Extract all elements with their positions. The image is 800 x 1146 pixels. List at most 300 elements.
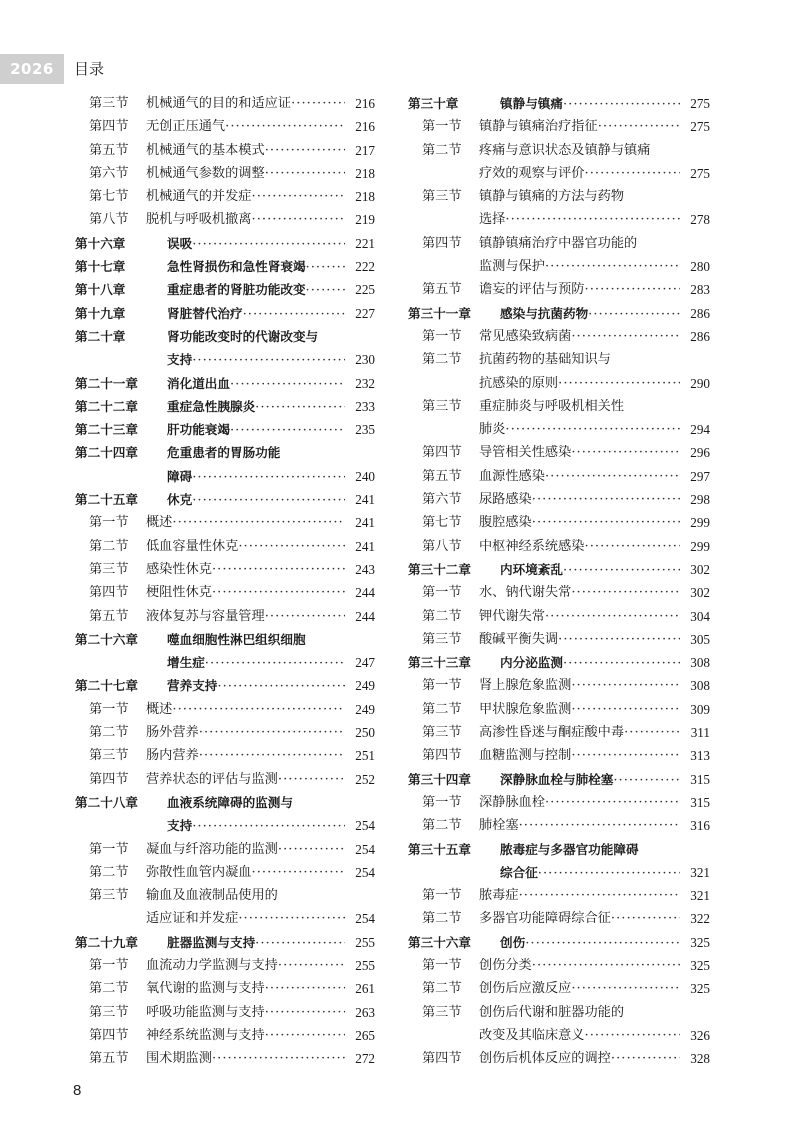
toc-entry-number: 第一节 bbox=[422, 119, 462, 135]
toc-entry-title: 脏器监测与支持 bbox=[167, 934, 256, 950]
toc-entry-number: 第十九章 bbox=[75, 305, 126, 321]
toc-section-entry[interactable] bbox=[408, 511, 710, 534]
toc-entry-page: 216 bbox=[355, 119, 375, 135]
toc-entry-title: 血流动力学监测与支持 bbox=[146, 957, 278, 973]
toc-entry-title-wrap bbox=[479, 884, 680, 907]
toc-section-entry[interactable] bbox=[408, 255, 710, 278]
toc-chapter-entry[interactable] bbox=[408, 838, 710, 861]
toc-entry-title: 感染性休克 bbox=[146, 561, 212, 577]
toc-chapter-entry[interactable] bbox=[75, 278, 375, 301]
toc-entry-page: 328 bbox=[690, 1051, 710, 1067]
toc-entry-number: 第四节 bbox=[89, 1027, 129, 1043]
toc-entry-title-wrap bbox=[146, 581, 345, 604]
toc-entry-title: 机械通气的并发症 bbox=[146, 189, 252, 205]
toc-entry-page: 247 bbox=[355, 655, 375, 671]
toc-entry-title-wrap bbox=[479, 954, 680, 977]
toc-entry-number: 第三十三章 bbox=[408, 655, 471, 671]
toc-entry-title: 内环境紊乱 bbox=[500, 561, 563, 577]
toc-section-entry[interactable] bbox=[408, 744, 710, 767]
toc-section-entry[interactable] bbox=[75, 954, 375, 977]
toc-entry-title: 创伤后代谢和脏器功能的 bbox=[479, 1004, 625, 1020]
toc-entry-number: 第一节 bbox=[422, 794, 462, 810]
toc-entry-page: 272 bbox=[355, 1051, 375, 1067]
toc-section-entry[interactable] bbox=[408, 139, 710, 162]
toc-entry-title-wrap bbox=[500, 302, 680, 325]
toc-section-entry[interactable] bbox=[408, 1001, 710, 1024]
toc-chapter-entry[interactable] bbox=[75, 395, 375, 418]
toc-entry-title-wrap bbox=[500, 861, 680, 884]
toc-entry-title-wrap bbox=[479, 185, 680, 208]
toc-entry-title-wrap bbox=[479, 977, 680, 1000]
toc-section-entry[interactable] bbox=[408, 977, 710, 1000]
toc-entry-title-wrap bbox=[479, 1047, 680, 1070]
toc-section-entry[interactable] bbox=[75, 511, 375, 534]
toc-entry-title: 血液系统障碍的监测与 bbox=[167, 794, 293, 810]
toc-chapter-entry[interactable] bbox=[408, 92, 710, 115]
toc-entry-number: 第七节 bbox=[422, 515, 462, 531]
toc-chapter-entry[interactable] bbox=[75, 325, 375, 348]
toc-entry-title-wrap bbox=[146, 744, 345, 767]
toc-entry-number: 第十七章 bbox=[75, 259, 126, 275]
toc-entry-page: 222 bbox=[355, 259, 375, 275]
toc-section-entry[interactable] bbox=[408, 372, 710, 395]
toc-entry-page: 275 bbox=[690, 165, 710, 181]
toc-section-entry[interactable] bbox=[408, 185, 710, 208]
toc-entry-number: 第二节 bbox=[422, 981, 462, 997]
toc-entry-page: 325 bbox=[690, 957, 710, 973]
toc-chapter-entry[interactable] bbox=[75, 372, 375, 395]
toc-entry-title: 机械通气参数的调整 bbox=[146, 165, 265, 181]
toc-entry-title: 常见感染致病菌 bbox=[479, 328, 572, 344]
toc-entry-title: 抗感染的原则 bbox=[479, 375, 559, 391]
toc-entry-number: 第三节 bbox=[422, 398, 462, 414]
toc-entry-title: 支持 bbox=[167, 352, 193, 368]
toc-chapter-entry[interactable] bbox=[408, 861, 710, 884]
toc-entry-title: 噬血细胞性淋巴组织细胞 bbox=[167, 631, 306, 647]
toc-entry-number: 第二节 bbox=[422, 701, 462, 717]
toc-entry-page: 235 bbox=[355, 422, 375, 438]
toc-entry-title: 神经系统监测与支持 bbox=[146, 1027, 265, 1043]
toc-chapter-entry[interactable] bbox=[408, 302, 710, 325]
toc-entry-title-wrap bbox=[146, 115, 345, 138]
toc-entry-page: 217 bbox=[355, 142, 375, 158]
toc-entry-title: 钾代谢失常 bbox=[479, 608, 545, 624]
toc-section-entry[interactable] bbox=[408, 954, 710, 977]
toc-entry-title: 肠内营养 bbox=[146, 748, 199, 764]
toc-entry-title: 高渗性昏迷与酮症酸中毒 bbox=[479, 725, 625, 741]
toc-section-entry[interactable] bbox=[408, 674, 710, 697]
toc-section-entry[interactable] bbox=[75, 698, 375, 721]
toc-entry-title: 疼痛与意识状态及镇静与镇痛 bbox=[479, 142, 651, 158]
toc-entry-title: 深静脉血栓 bbox=[479, 794, 545, 810]
toc-section-entry[interactable] bbox=[408, 884, 710, 907]
toc-entry-title: 改变及其临床意义 bbox=[479, 1027, 585, 1043]
toc-section-entry[interactable] bbox=[75, 162, 375, 185]
toc-section-entry[interactable] bbox=[408, 488, 710, 511]
toc-entry-title: 低血容量性休克 bbox=[146, 538, 239, 554]
toc-entry-title: 水、钠代谢失常 bbox=[479, 585, 572, 601]
toc-entry-title-wrap bbox=[146, 838, 345, 861]
toc-section-entry[interactable] bbox=[408, 1024, 710, 1047]
toc-entry-title: 甲状腺危象监测 bbox=[479, 701, 572, 717]
toc-entry-page: 286 bbox=[690, 305, 710, 321]
toc-entry-title: 休克 bbox=[167, 492, 193, 508]
toc-section-entry[interactable] bbox=[75, 744, 375, 767]
toc-entry-title: 肠外营养 bbox=[146, 725, 199, 741]
toc-section-entry[interactable] bbox=[408, 791, 710, 814]
toc-section-entry[interactable] bbox=[75, 1024, 375, 1047]
toc-chapter-entry[interactable] bbox=[75, 651, 375, 674]
toc-entry-title-wrap bbox=[167, 931, 345, 954]
toc-section-entry[interactable] bbox=[408, 115, 710, 138]
toc-entry-title-wrap bbox=[167, 395, 345, 418]
toc-entry-title-wrap bbox=[500, 838, 680, 861]
toc-entry-page: 304 bbox=[690, 608, 710, 624]
toc-entry-title: 创伤后应激反应 bbox=[479, 981, 572, 997]
toc-entry-number: 第四节 bbox=[89, 119, 129, 135]
toc-entry-number: 第二节 bbox=[89, 864, 129, 880]
toc-entry-page: 280 bbox=[690, 259, 710, 275]
toc-entry-title-wrap bbox=[479, 418, 680, 441]
toc-entry-title: 机械通气的基本模式 bbox=[146, 142, 265, 158]
toc-entry-page: 254 bbox=[355, 911, 375, 927]
toc-entry-number: 第三节 bbox=[422, 189, 462, 205]
toc-entry-page: 254 bbox=[355, 841, 375, 857]
toc-entry-title-wrap bbox=[479, 511, 680, 534]
toc-entry-number: 第三十二章 bbox=[408, 561, 471, 577]
toc-entry-title-wrap bbox=[479, 907, 680, 930]
toc-chapter-entry[interactable] bbox=[75, 302, 375, 325]
toc-entry-page: 321 bbox=[690, 888, 710, 904]
toc-entry-title-wrap bbox=[479, 698, 680, 721]
toc-entry-title-wrap bbox=[479, 605, 680, 628]
toc-chapter-entry[interactable] bbox=[75, 628, 375, 651]
toc-entry-title-wrap bbox=[167, 232, 345, 255]
toc-entry-number: 第三节 bbox=[422, 725, 462, 741]
toc-entry-title-wrap bbox=[479, 791, 680, 814]
toc-section-entry[interactable] bbox=[75, 838, 375, 861]
toc-chapter-entry[interactable] bbox=[75, 931, 375, 954]
toc-section-entry[interactable] bbox=[408, 1047, 710, 1070]
toc-entry-title-wrap bbox=[479, 372, 680, 395]
toc-section-entry[interactable] bbox=[408, 278, 710, 301]
toc-entry-title: 障碍 bbox=[167, 468, 193, 484]
toc-entry-page: 325 bbox=[690, 981, 710, 997]
toc-entry-title-wrap bbox=[146, 162, 345, 185]
toc-entry-number: 第二节 bbox=[422, 608, 462, 624]
toc-entry-number: 第一节 bbox=[422, 585, 462, 601]
toc-entry-title: 消化道出血 bbox=[167, 375, 230, 391]
toc-entry-number: 第二十二章 bbox=[75, 398, 138, 414]
toc-entry-title-wrap bbox=[479, 628, 680, 651]
toc-entry-title-wrap bbox=[479, 465, 680, 488]
toc-chapter-entry[interactable] bbox=[75, 255, 375, 278]
toc-section-entry[interactable] bbox=[408, 721, 710, 744]
toc-chapter-entry[interactable] bbox=[75, 814, 375, 837]
toc-entry-title: 选择 bbox=[479, 212, 506, 228]
toc-entry-title: 脓毒症 bbox=[479, 888, 519, 904]
toc-chapter-entry[interactable] bbox=[75, 791, 375, 814]
toc-entry-title-wrap bbox=[167, 325, 345, 348]
toc-entry-title-wrap bbox=[146, 1024, 345, 1047]
toc-entry-page: 315 bbox=[690, 794, 710, 810]
toc-entry-page: 294 bbox=[690, 422, 710, 438]
toc-section-entry[interactable] bbox=[75, 1001, 375, 1024]
toc-section-entry[interactable] bbox=[408, 232, 710, 255]
toc-section-entry[interactable] bbox=[75, 581, 375, 604]
toc-entry-number: 第二十九章 bbox=[75, 934, 138, 950]
toc-entry-page: 232 bbox=[355, 375, 375, 391]
toc-entry-page: 255 bbox=[355, 957, 375, 973]
toc-section-entry[interactable] bbox=[75, 861, 375, 884]
toc-entry-page: 252 bbox=[355, 771, 375, 787]
toc-entry-title: 输血及血液制品使用的 bbox=[146, 888, 278, 904]
toc-entry-title: 呼吸功能监测与支持 bbox=[146, 1004, 265, 1020]
toc-entry-page: 275 bbox=[690, 119, 710, 135]
toc-entry-number: 第三节 bbox=[89, 1004, 129, 1020]
toc-entry-title-wrap bbox=[167, 651, 345, 674]
toc-section-entry[interactable] bbox=[75, 907, 375, 930]
toc-entry-page: 305 bbox=[690, 631, 710, 647]
toc-entry-title: 脱机与呼吸机撤离 bbox=[146, 212, 252, 228]
toc-entry-page: 322 bbox=[690, 911, 710, 927]
toc-entry-title: 综合征 bbox=[500, 864, 538, 880]
year-badge: 2026 bbox=[0, 54, 64, 84]
toc-entry-title: 机械通气的目的和适应证 bbox=[146, 96, 292, 111]
toc-entry-title-wrap bbox=[167, 348, 345, 371]
toc-section-entry[interactable] bbox=[408, 581, 710, 604]
toc-entry-title-wrap bbox=[146, 139, 345, 162]
toc-section-entry[interactable] bbox=[408, 605, 710, 628]
toc-entry-title: 误吸 bbox=[167, 235, 193, 251]
toc-entry-page: 251 bbox=[355, 748, 375, 764]
toc-entry-number: 第五节 bbox=[89, 608, 129, 624]
toc-entry-title-wrap bbox=[479, 162, 680, 185]
toc-entry-page: 309 bbox=[690, 701, 710, 717]
toc-section-entry[interactable] bbox=[408, 418, 710, 441]
toc-entry-title: 镇静与镇痛的方法与药物 bbox=[479, 189, 625, 205]
toc-entry-title-wrap bbox=[167, 465, 345, 488]
toc-section-entry[interactable] bbox=[408, 698, 710, 721]
toc-entry-title-wrap bbox=[479, 255, 680, 278]
toc-entry-title: 凝血与纤溶功能的监测 bbox=[146, 841, 278, 857]
toc-section-entry[interactable] bbox=[75, 721, 375, 744]
toc-section-entry[interactable] bbox=[408, 628, 710, 651]
toc-entry-number: 第二十八章 bbox=[75, 794, 138, 810]
toc-entry-title-wrap bbox=[167, 791, 345, 814]
toc-entry-title-wrap bbox=[167, 302, 345, 325]
toc-entry-number: 第一节 bbox=[422, 957, 462, 973]
toc-entry-number: 第三节 bbox=[89, 561, 129, 577]
toc-section-entry[interactable] bbox=[408, 814, 710, 837]
toc-entry-page: 241 bbox=[355, 515, 375, 531]
toc-entry-title-wrap bbox=[479, 744, 680, 767]
toc-entry-title-wrap bbox=[479, 325, 680, 348]
toc-entry-page: 244 bbox=[355, 608, 375, 624]
toc-entry-page: 254 bbox=[355, 864, 375, 880]
toc-entry-page: 298 bbox=[690, 492, 710, 508]
toc-entry-title: 围术期监测 bbox=[146, 1051, 212, 1067]
toc-section-entry[interactable] bbox=[75, 558, 375, 581]
toc-entry-page: 302 bbox=[690, 585, 710, 601]
toc-entry-number: 第三节 bbox=[422, 631, 462, 647]
toc-chapter-entry[interactable] bbox=[75, 348, 375, 371]
toc-chapter-entry[interactable] bbox=[75, 465, 375, 488]
toc-entry-number: 第二节 bbox=[422, 911, 462, 927]
toc-entry-page: 308 bbox=[690, 678, 710, 694]
toc-section-entry[interactable] bbox=[75, 185, 375, 208]
toc-entry-title: 腹腔感染 bbox=[479, 515, 532, 531]
toc-entry-number: 第三十六章 bbox=[408, 934, 471, 950]
toc-entry-page: 225 bbox=[355, 282, 375, 298]
toc-chapter-entry[interactable] bbox=[75, 441, 375, 464]
toc-section-entry[interactable] bbox=[75, 139, 375, 162]
toc-chapter-entry[interactable] bbox=[75, 674, 375, 697]
toc-entry-title-wrap bbox=[146, 208, 345, 231]
toc-entry-title: 多器官功能障碍综合征 bbox=[479, 911, 611, 927]
toc-entry-number: 第三节 bbox=[89, 888, 129, 904]
toc-entry-title-wrap bbox=[146, 1001, 345, 1024]
toc-section-entry[interactable] bbox=[408, 208, 710, 231]
toc-entry-title-wrap bbox=[146, 535, 345, 558]
toc-entry-title: 营养支持 bbox=[167, 678, 218, 694]
toc-entry-number: 第二节 bbox=[422, 352, 462, 368]
toc-section-entry[interactable] bbox=[75, 115, 375, 138]
toc-entry-page: 241 bbox=[355, 492, 375, 508]
toc-entry-title: 无创正压通气 bbox=[146, 119, 226, 135]
toc-entry-page: 299 bbox=[690, 538, 710, 554]
toc-entry-page: 244 bbox=[355, 585, 375, 601]
toc-entry-number: 第二节 bbox=[422, 818, 462, 834]
toc-entry-title-wrap bbox=[479, 278, 680, 301]
toc-entry-number: 第三节 bbox=[89, 96, 129, 111]
toc-section-entry[interactable] bbox=[408, 395, 710, 418]
toc-entry-title-wrap bbox=[479, 721, 680, 744]
toc-entry-title-wrap bbox=[479, 814, 680, 837]
toc-entry-number: 第七节 bbox=[89, 189, 129, 205]
toc-section-entry[interactable] bbox=[408, 348, 710, 371]
toc-entry-number: 第一节 bbox=[422, 888, 462, 904]
header-title: 目录 bbox=[74, 60, 105, 78]
toc-entry-title: 抗菌药物的基础知识与 bbox=[479, 352, 611, 368]
toc-entry-title: 增生症 bbox=[167, 655, 205, 671]
toc-entry-number: 第三十一章 bbox=[408, 305, 471, 321]
toc-section-entry[interactable] bbox=[408, 465, 710, 488]
toc-entry-number: 第一节 bbox=[89, 841, 129, 857]
toc-entry-number: 第二节 bbox=[89, 538, 129, 554]
toc-entry-number: 第二十四章 bbox=[75, 445, 138, 461]
toc-entry-number: 第四节 bbox=[422, 445, 462, 461]
toc-entry-title-wrap bbox=[500, 651, 680, 674]
toc-entry-number: 第六节 bbox=[422, 492, 462, 508]
toc-entry-page: 326 bbox=[690, 1027, 710, 1043]
toc-entry-page: 321 bbox=[690, 864, 710, 880]
toc-entry-title-wrap bbox=[146, 558, 345, 581]
toc-entry-title: 监测与保护 bbox=[479, 259, 545, 275]
toc-entry-page: 240 bbox=[355, 468, 375, 484]
toc-entry-number: 第一节 bbox=[89, 701, 129, 717]
toc-entry-title: 肝功能衰竭 bbox=[167, 422, 230, 438]
toc-entry-number: 第二十六章 bbox=[75, 631, 138, 647]
toc-entry-number: 第十六章 bbox=[75, 235, 126, 251]
toc-section-entry[interactable] bbox=[408, 907, 710, 930]
toc-chapter-entry[interactable] bbox=[75, 418, 375, 441]
toc-chapter-entry[interactable] bbox=[408, 931, 710, 954]
toc-entry-title-wrap bbox=[479, 1024, 680, 1047]
toc-entry-page: 297 bbox=[690, 468, 710, 484]
toc-chapter-entry[interactable] bbox=[408, 768, 710, 791]
toc-entry-page: 308 bbox=[690, 655, 710, 671]
toc-entry-page: 263 bbox=[355, 1004, 375, 1020]
toc-entry-number: 第二十三章 bbox=[75, 422, 138, 438]
toc-entry-page: 227 bbox=[355, 305, 375, 321]
toc-entry-title: 深静脉血栓与肺栓塞 bbox=[500, 771, 614, 787]
toc-section-entry[interactable] bbox=[75, 977, 375, 1000]
toc-section-entry[interactable] bbox=[408, 441, 710, 464]
toc-entry-title-wrap bbox=[479, 115, 680, 138]
toc-entry-number: 第四节 bbox=[422, 1051, 462, 1067]
toc-entry-number: 第三十章 bbox=[408, 96, 459, 111]
toc-entry-page: 218 bbox=[355, 189, 375, 205]
toc-entry-number: 第二节 bbox=[422, 142, 462, 158]
toc-section-entry[interactable] bbox=[75, 535, 375, 558]
toc-chapter-entry[interactable] bbox=[75, 232, 375, 255]
toc-entry-title: 镇静与镇痛治疗指征 bbox=[479, 119, 598, 135]
toc-entry-number: 第二十一章 bbox=[75, 375, 138, 391]
toc-entry-title-wrap bbox=[167, 372, 345, 395]
toc-chapter-entry[interactable] bbox=[408, 558, 710, 581]
toc-chapter-entry[interactable] bbox=[408, 651, 710, 674]
toc-section-entry[interactable] bbox=[75, 768, 375, 791]
toc-entry-title-wrap bbox=[146, 884, 345, 907]
toc-entry-page: 302 bbox=[690, 561, 710, 577]
toc-entry-title-wrap bbox=[167, 814, 345, 837]
toc-right-column bbox=[408, 92, 710, 1070]
toc-entry-number: 第三节 bbox=[422, 1004, 462, 1020]
toc-entry-page: 249 bbox=[355, 678, 375, 694]
toc-entry-title-wrap bbox=[146, 907, 345, 930]
toc-entry-title: 肺栓塞 bbox=[479, 818, 519, 834]
toc-entry-title-wrap bbox=[500, 768, 680, 791]
toc-entry-title: 液体复苏与容量管理 bbox=[146, 608, 265, 624]
toc-section-entry[interactable] bbox=[75, 884, 375, 907]
toc-chapter-entry[interactable] bbox=[75, 488, 375, 511]
toc-entry-page: 233 bbox=[355, 398, 375, 414]
toc-entry-title-wrap bbox=[479, 674, 680, 697]
toc-section-entry[interactable] bbox=[408, 325, 710, 348]
toc-section-entry[interactable] bbox=[75, 92, 375, 115]
toc-entry-title: 肺炎 bbox=[479, 422, 506, 438]
toc-entry-title: 酸碱平衡失调 bbox=[479, 631, 559, 647]
toc-section-entry[interactable] bbox=[408, 162, 710, 185]
toc-entry-title-wrap bbox=[479, 441, 680, 464]
toc-entry-title: 镇静镇痛治疗中器官功能的 bbox=[479, 235, 638, 251]
toc-entry-number: 第三节 bbox=[89, 748, 129, 764]
toc-entry-number: 第二十七章 bbox=[75, 678, 138, 694]
toc-section-entry[interactable] bbox=[75, 208, 375, 231]
toc-entry-title-wrap bbox=[479, 208, 680, 231]
toc-entry-number: 第一节 bbox=[422, 678, 462, 694]
toc-entry-title: 重症患者的肾脏功能改变 bbox=[167, 282, 306, 298]
toc-entry-title: 镇静与镇痛 bbox=[500, 96, 563, 111]
toc-section-entry[interactable] bbox=[75, 1047, 375, 1070]
toc-entry-title-wrap bbox=[146, 698, 345, 721]
toc-entry-title: 内分泌监测 bbox=[500, 655, 563, 671]
toc-section-entry[interactable] bbox=[408, 535, 710, 558]
toc-entry-number: 第五节 bbox=[422, 282, 462, 298]
toc-section-entry[interactable] bbox=[75, 605, 375, 628]
toc-entry-title: 重症急性胰腺炎 bbox=[167, 398, 256, 414]
